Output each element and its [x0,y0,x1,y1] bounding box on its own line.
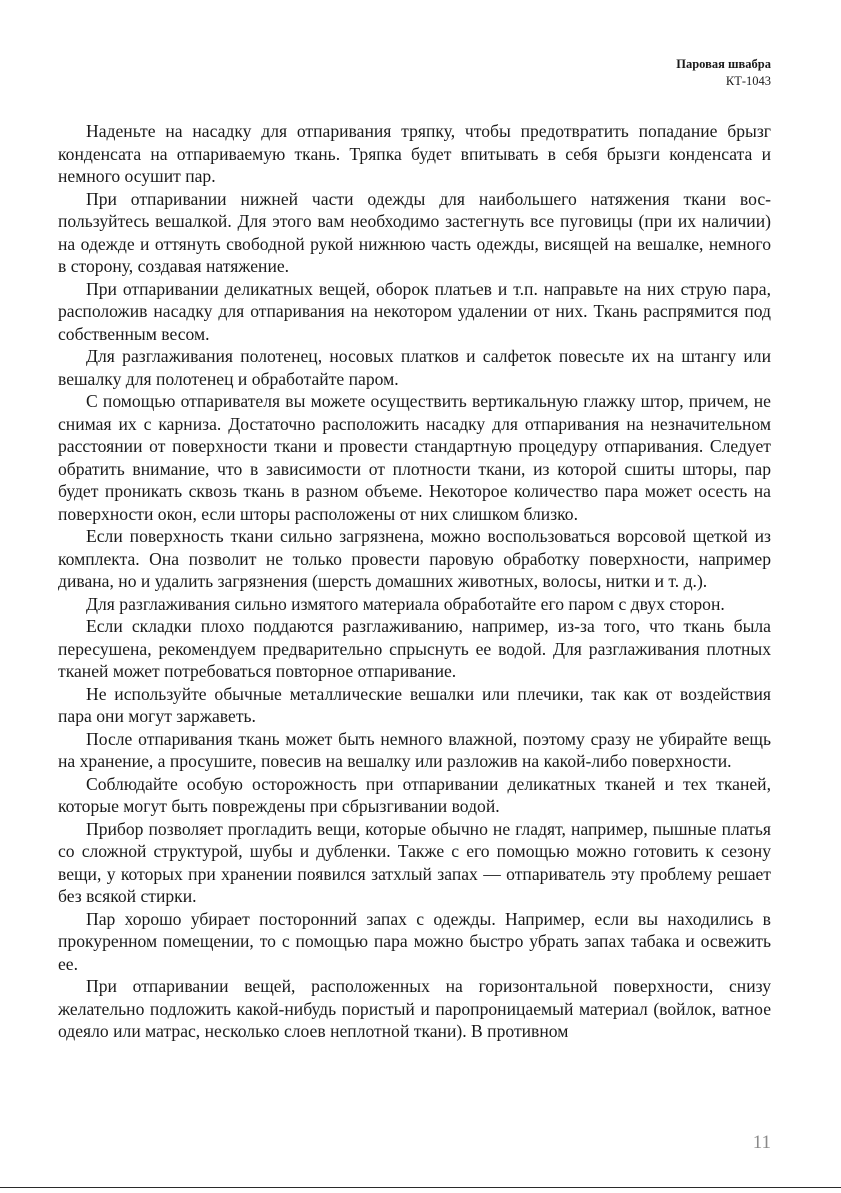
paragraph-odor-removal: Пар хорошо убирает посторонний запах с одежды. Например, если вы находились в прокуренном помещении, то с помощью пара можно быстро убрать запах табака и освежить ее. [58,908,771,974]
running-header [676,56,771,90]
paragraph-cloth-on-nozzle: Наденьте на насадку для отпаривания тряпку, чтобы предотвратить попадание брызг конденсата на отпариваемую ткань. Тряпка будет впитывать в себя брызги конденсата и немного осушит пар. [58,121,771,186]
paragraph-metal-hangers: Не используйте обычные металлические вешалки или плечики, так как от воздействия пара они могут заржаветь. [58,683,771,726]
paragraph-curtains: С помощью отпаривателя вы можете осуществить вертикальную глажку штор, причем, не снимая их с карниза. Достаточно расположить насадку для отпаривания на незначительном расстоянии от поверхности ткани и провести стандартную процедуру отпаривания. Следует обратить внимание, что в зависимости от плотности ткани, из которой сшиты шторы, пар будет проникать сквозь ткань в разном объеме. Некоторое количество пара может осесть на поверхности окон, если шторы расположены от них слишком близко. [58,391,771,524]
paragraph-towels: Для разглаживания полотенец, носовых платков и салфеток повесьте их на штангу или вешалку для полотенец и обработайте паром. [58,346,771,389]
body-text [58,120,771,1043]
paragraph-stubborn-creases: Если складки плохо поддаются разглаживанию, например, из-за того, что ткань была пересушена, рекомендуем предварительно спрыснуть ее водой. Для разглаживания плотных тканей может потребоваться повторное отпаривание. [58,616,771,681]
paragraph-wrinkled-material: Для разглаживания сильно измятого материала обработайте его паром с двух сторон. [86,593,725,614]
paragraph-special-garments: Прибор позволяет прогладить вещи, которые обычно не гладят, например, пышные платья со сложной структурой, шубы и дубленки. Также с его помощью можно готовить к сезону вещи, у которых при хранении появился затхлый запах — отпариватель эту проблему решает без всякой стирки. [58,818,771,906]
page-number: 11 [752,1132,771,1153]
header-model-number: КТ-1043 [725,74,771,88]
paragraph-lower-garment-hanger: При отпаривании нижней части одежды для наибольшего натяжения ткани воспользуйтесь вешалкой. Для этого вам необходимо застегнуть все пуговицы (при их наличии) на одежде и оттянуть свободной рукой нижнюю часть одежды, висящей на вешалке, немного в сторону, создавая натяжение. [58,188,771,276]
paragraph-drying: После отпаривания ткань может быть немного влажной, поэтому сразу не убирайте вещь на хранение, а просушите, повесив на вешалку или разложив на какой-либо поверхности. [58,728,771,771]
header-product-title: Паровая швабра [676,57,771,71]
paragraph-delicate-items: При отпаривании деликатных вещей, оборок платьев и т.п. направьте на них струю пара, расположив насадку для отпаривания на некотором удалении от них. Ткань распрямится под собственным весом. [58,278,771,344]
paragraph-horizontal-surface: При отпаривании вещей, расположенных на горизонтальной поверхности, снизу желательно подложить какой-нибудь пористый и паропроницаемый материал (войлок, ватное одеяло или матрас, несколько слоев неплотной ткани). В противном [58,976,771,1041]
paragraph-brush: Если поверхность ткани сильно загрязнена, можно воспользоваться ворсовой щеткой из комплекта. Она позволит не только провести паровую обработку поверхности, например дивана, но и удалить загрязнения (шерсть домашних животных, волосы, нитки и т. д.). [58,526,771,591]
paragraph-caution: Соблюдайте особую осторожность при отпаривании деликатных тканей и тех тканей, которые могут быть повреждены при сбрызгивании водой. [58,773,771,816]
bottom-divider [0,1187,841,1188]
